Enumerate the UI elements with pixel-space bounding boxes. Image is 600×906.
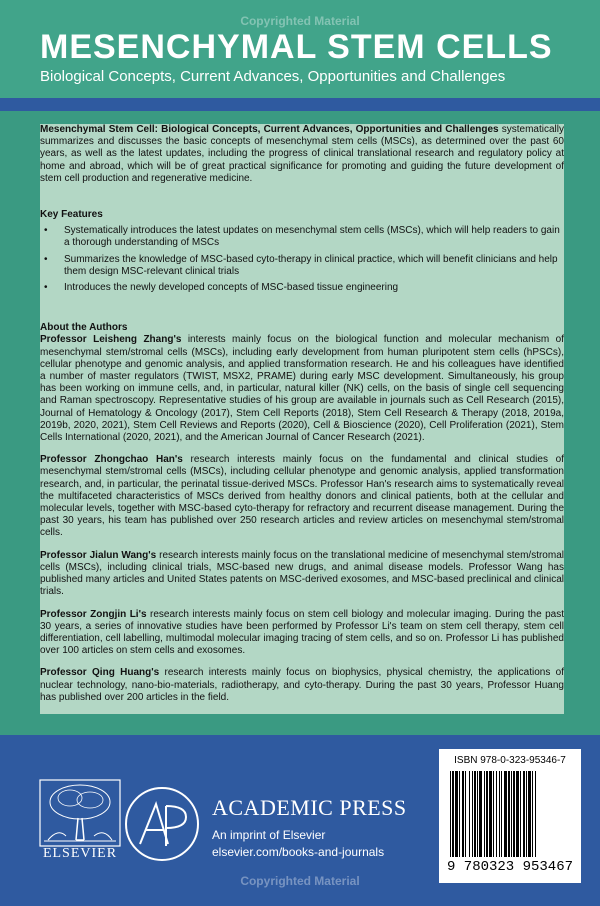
author-bio xyxy=(40,454,564,539)
watermark-bottom: Copyrighted Material xyxy=(240,874,360,888)
author-name: Professor Zongjin Li's xyxy=(40,608,147,620)
intro-book-name: Mesenchymal Stem Cell: Biological Concepts, Current Advances, Opportunities and Challenges xyxy=(40,124,499,135)
author-name: Professor Zhongchao Han's xyxy=(40,454,183,466)
publisher-url: elsevier.com/books-and-journals xyxy=(212,845,385,859)
book-subtitle: Biological Concepts, Current Advances, Opportunities and Challenges xyxy=(40,68,506,85)
author-name: Professor Leisheng Zhang's xyxy=(40,334,182,346)
elsevier-wordmark: ELSEVIER xyxy=(42,846,118,861)
author-text: research interests mainly focus on the fundamental and clinical studies of mesenchymal stem/stromal cells (MSCs), including cellular phenotype and genomic analysis, applied transformation research, and, in particular, the perinatal tissue-derived MSCs. Professor Han's research aims to systematically reveal the multifaceted characteristics of MSCs derived from healthy donors and clinical patients, both at the cellular and molecular levels, together with MSC-based cyto-therapy for refractory and recurrent disease management. During the past 30 years, his team has published over 250 research articles and review articles on mesenchymal stem/stromal cells. xyxy=(40,454,564,539)
header-band xyxy=(0,98,600,111)
author-text: research interests mainly focus on biophysics, physical chemistry, the applications of nuclear technology, nano-bio-materials, radiotherapy, and cyto-therapy. During the past 30 years, Professor Huang has published over 200 articles in the field. xyxy=(40,667,564,703)
academic-press-logo-icon xyxy=(122,784,202,864)
author-bio xyxy=(40,609,564,658)
watermark-top: Copyrighted Material xyxy=(240,14,360,28)
feature-text: Systematically introduces the latest updates on mesenchymal stem cells (MSCs), which will help readers to gain a thorough understanding of MSCs xyxy=(64,225,560,249)
publisher-name: ACADEMIC PRESS xyxy=(212,795,407,820)
author-name: Professor Jialun Wang's xyxy=(40,549,157,561)
key-features-list xyxy=(40,225,564,294)
imprint-text: An imprint of Elsevier xyxy=(212,828,326,842)
about-authors-heading: About the Authors xyxy=(40,322,128,334)
author-text: interests mainly focus on the biological function and molecular mechanism of mesenchymal stem/stromal cells (MSCs), including early development from human pluripotent stem cells (hPSCs), cellular phenotype and genomic analysis, and applied transformation research. He and his colleagues have identified a number of master regulators (TWIST, MSX2, PRAME) during early MSC development. Simultaneously, his group has been working on immune cells, and, in particular, natural killer (NK) cells, on the basis of single cell sequencing and Raman spectroscopy. Representative studies of his group are available in journals such as Cell Research (2015), Journal of Hematology & Oncology (2017), Stem Cell Reports (2018), Stem Cell Research & Therapy (2018, 2019a, 2019b, 2020, 2021), Stem Cell Reviews and Reports (2020), Cell & Bioscience (2020), Cell Proliferation (2021), Stem Cells International (2020, 2021), and the American Journal of Cancer Research (2021). xyxy=(40,334,564,444)
author-name: Professor Qing Huang's xyxy=(40,667,160,679)
isbn-barcode-box xyxy=(439,749,581,883)
list-item xyxy=(40,225,564,249)
list-item xyxy=(40,282,564,294)
author-bio xyxy=(40,550,564,599)
cover-header xyxy=(0,0,600,100)
author-bio xyxy=(40,667,564,704)
bullet-icon: • xyxy=(44,253,48,265)
author-text: research interests mainly focus on stem cell biology and molecular imaging. During the past 30 years, a series of innovative studies have been performed by Professor Li's team on stem cell therapy, stem cell differentiation, cell labelling, multimodal molecular imaging tracing of stem cells, and so on. Professor Li has published over 100 articles on stem cells and exosomes. xyxy=(40,608,564,657)
bullet-icon: • xyxy=(44,282,48,294)
feature-text: Summarizes the knowledge of MSC-based cyto-therapy in clinical practice, which will benefit clinicians and help them design MSC-relevant clinical trials xyxy=(64,253,558,277)
description-panel xyxy=(40,124,564,714)
author-bio xyxy=(40,334,564,444)
elsevier-tree-icon xyxy=(38,778,122,848)
book-title: MESENCHYMAL STEM CELLS xyxy=(40,28,553,66)
feature-text: Introduces the newly developed concepts of MSC-based tissue engineering xyxy=(64,282,399,294)
bullet-icon: • xyxy=(44,225,48,237)
intro-text: systematically summarizes and discusses the basic concepts of mesenchymal stem cells (MSCs), as determined over the past 60 years, as well as the latest updates, including the progress of clinical translational research and regulatory policy at home and abroad, which will be of great practical significance for promoting and guiding the future development of stem cell production and regenerative medicine. xyxy=(40,124,564,184)
isbn-label: ISBN 978-0-323-95346-7 xyxy=(454,755,566,766)
author-text: research interests mainly focus on the translational medicine of mesenchymal stem/stromal cells (MSCs), including clinical trials, MSC-based new drugs, and animal disease models. Professor Wang has published many articles and United States patents on MSC-derived exosomes, and MSC-based preclinical and clinical trials. xyxy=(40,549,564,598)
intro-paragraph xyxy=(40,124,564,185)
key-features-heading: Key Features xyxy=(40,209,103,221)
barcode-icon xyxy=(448,771,572,857)
list-item xyxy=(40,254,564,278)
barcode-digits: 9 780323 953467 xyxy=(446,859,574,875)
